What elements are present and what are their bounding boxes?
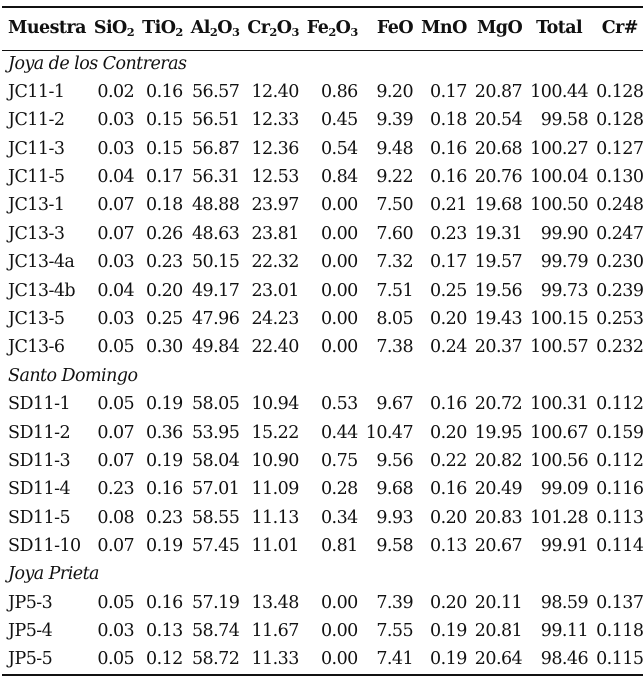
value-cell: 49.84	[191, 337, 240, 358]
value-cell: 0.05	[97, 592, 135, 613]
value-cell: 0.24	[430, 337, 467, 358]
table-header	[2, 7, 643, 50]
table-row	[2, 533, 643, 561]
header-cr2o3: $Cr_2O_3$	[243, 7, 302, 50]
value-cell: 0.25	[145, 308, 183, 329]
value-cell: 0.230	[596, 252, 643, 273]
sample-id-cell: JC13-1	[8, 195, 65, 216]
value-cell: 56.57	[191, 81, 240, 102]
value-cell: 0.17	[430, 252, 467, 273]
value-cell: 11.67	[251, 621, 299, 642]
header-cr-number: Cr#	[592, 7, 643, 50]
header-mgo: MgO	[471, 7, 526, 50]
value-cell: 0.137	[596, 592, 643, 613]
value-cell: 0.23	[97, 479, 135, 500]
sample-id-cell: JP5-3	[8, 592, 53, 613]
table-row	[2, 447, 643, 475]
value-cell: 0.03	[97, 110, 135, 131]
value-cell: 58.55	[191, 507, 240, 528]
sample-id-cell: JP5-4	[8, 621, 53, 642]
header-sio2: SiO$_2$	[90, 7, 138, 50]
value-cell: 7.32	[376, 252, 414, 273]
value-cell: 7.38	[376, 337, 414, 358]
header-feo: FeO	[362, 7, 417, 50]
value-cell: 0.25	[430, 280, 467, 301]
value-cell: 9.58	[376, 536, 414, 557]
value-cell: 20.82	[474, 450, 523, 471]
value-cell: 48.88	[191, 195, 240, 216]
table-row	[2, 334, 643, 362]
sample-id-cell: SD11-3	[8, 450, 71, 471]
value-cell: 0.45	[320, 110, 358, 131]
table-row	[2, 277, 643, 305]
value-cell: 99.09	[540, 479, 589, 500]
group-header-row	[2, 561, 643, 589]
value-cell: 101.28	[530, 507, 589, 528]
value-cell: 0.16	[145, 479, 183, 500]
table-row	[2, 107, 643, 135]
value-cell: 100.27	[530, 138, 589, 159]
value-cell: 7.60	[376, 223, 414, 244]
value-cell: 19.57	[474, 252, 523, 273]
value-cell: 0.23	[145, 252, 183, 273]
value-cell: 20.54	[474, 110, 523, 131]
value-cell: 0.12	[138, 646, 187, 674]
value-cell: 0.20	[430, 507, 467, 528]
value-cell: 0.00	[320, 308, 358, 329]
value-cell: 0.81	[320, 536, 358, 557]
value-cell: 0.128	[596, 81, 643, 102]
value-cell: 9.39	[376, 110, 414, 131]
value-cell: 9.56	[376, 450, 414, 471]
value-cell: 9.68	[376, 479, 414, 500]
value-cell: 50.15	[191, 252, 240, 273]
value-cell: 57.19	[191, 592, 240, 613]
value-cell: 0.08	[97, 507, 135, 528]
value-cell: 0.13	[430, 536, 467, 557]
value-cell: 0.15	[145, 110, 183, 131]
value-cell: 0.114	[596, 536, 643, 557]
value-cell: 0.159	[596, 422, 643, 443]
value-cell: 0.23	[145, 507, 183, 528]
table-row	[2, 78, 643, 106]
value-cell: 0.112	[596, 450, 643, 471]
value-cell: 11.01	[251, 536, 299, 557]
value-cell: 0.19	[145, 536, 183, 557]
value-cell: 0.18	[430, 110, 467, 131]
value-cell: 10.47	[365, 422, 414, 443]
value-cell: 20.76	[474, 167, 523, 187]
value-cell: 20.64	[471, 646, 526, 674]
value-cell: 0.23	[430, 223, 467, 244]
value-cell: 0.17	[145, 167, 183, 187]
value-cell: 22.32	[251, 252, 299, 273]
sample-id-cell: JC13-6	[8, 337, 65, 358]
value-cell: 58.72	[187, 646, 244, 674]
value-cell: 0.07	[97, 536, 135, 557]
sample-id-cell: SD11-2	[8, 422, 71, 443]
value-cell: 24.23	[251, 308, 299, 329]
value-cell: 0.00	[320, 621, 358, 642]
value-cell: 58.05	[191, 394, 240, 415]
sample-id-cell: SD11-1	[8, 394, 71, 415]
header-mno: MnO	[417, 7, 471, 50]
value-cell: 0.84	[320, 167, 358, 187]
table-row	[2, 135, 643, 163]
value-cell: 0.130	[596, 167, 643, 187]
value-cell: 19.31	[474, 223, 523, 244]
value-cell: 100.50	[530, 195, 589, 216]
header-fe2o3: $Fe_2O_3$	[303, 7, 362, 50]
sample-id-cell: JP5-5	[2, 646, 90, 674]
value-cell: 9.22	[376, 167, 414, 187]
group-header-row	[2, 362, 643, 390]
value-cell: 20.49	[474, 479, 523, 500]
value-cell: 0.05	[90, 646, 138, 674]
value-cell: 98.46	[526, 646, 592, 674]
value-cell: 0.07	[97, 450, 135, 471]
value-cell: 0.118	[596, 621, 643, 642]
value-cell: 99.11	[540, 621, 589, 642]
value-cell: 99.79	[540, 252, 589, 273]
value-cell: 12.36	[251, 138, 299, 159]
value-cell: 56.87	[191, 138, 240, 159]
value-cell: 0.247	[596, 223, 643, 244]
value-cell: 15.22	[251, 422, 299, 443]
value-cell: 0.16	[145, 592, 183, 613]
value-cell: 0.13	[145, 621, 183, 642]
value-cell: 20.67	[474, 536, 523, 557]
sample-id-cell: JC13-5	[8, 308, 65, 329]
value-cell: 7.50	[376, 195, 414, 216]
value-cell: 0.05	[97, 337, 135, 358]
value-cell: 99.90	[540, 223, 589, 244]
value-cell: 0.112	[596, 394, 643, 415]
value-cell: 100.31	[530, 394, 589, 415]
value-cell: 13.48	[251, 592, 299, 613]
sample-id-cell: JC13-4a	[8, 252, 75, 273]
value-cell: 0.20	[430, 308, 467, 329]
value-cell: 0.253	[596, 308, 643, 329]
value-cell: 58.04	[191, 450, 240, 471]
group-name: Joya Prieta	[8, 564, 99, 585]
sample-id-cell: SD11-4	[8, 479, 71, 500]
value-cell: 8.05	[376, 308, 414, 329]
value-cell: 0.03	[97, 308, 135, 329]
value-cell: 0.26	[145, 223, 183, 244]
value-cell: 100.04	[530, 167, 589, 187]
value-cell: 99.58	[540, 110, 589, 131]
group-name: Joya de los Contreras	[8, 53, 187, 74]
value-cell: 9.48	[376, 138, 414, 159]
value-cell: 20.83	[474, 507, 523, 528]
value-cell: 0.19	[417, 646, 471, 674]
value-cell: 0.86	[320, 81, 358, 102]
value-cell: 0.18	[145, 195, 183, 216]
table-row	[2, 646, 643, 674]
header-total: Total	[526, 7, 592, 50]
value-cell: 0.16	[145, 81, 183, 102]
spinel-composition-table	[2, 6, 643, 676]
value-cell: 23.81	[251, 223, 299, 244]
value-cell: 0.19	[430, 621, 467, 642]
sample-id-cell: JC11-1	[8, 81, 65, 102]
value-cell: 19.43	[474, 308, 523, 329]
table-row	[2, 249, 643, 277]
value-cell: 10.90	[251, 450, 299, 471]
value-cell: 0.00	[320, 252, 358, 273]
value-cell: 19.95	[474, 422, 523, 443]
table-row	[2, 220, 643, 248]
value-cell: 0.127	[596, 138, 643, 159]
value-cell: 100.56	[530, 450, 589, 471]
value-cell: 12.40	[251, 81, 299, 102]
value-cell: 57.01	[191, 479, 240, 500]
table-body	[2, 50, 643, 675]
table-row	[2, 391, 643, 419]
value-cell: 0.113	[596, 507, 643, 528]
value-cell: 0.239	[596, 280, 643, 301]
value-cell: 0.232	[596, 337, 643, 358]
value-cell: 0.03	[97, 138, 135, 159]
sample-id-cell: JC11-2	[8, 110, 65, 131]
value-cell: 0.07	[97, 223, 135, 244]
value-cell: 0.116	[596, 479, 643, 500]
value-cell: 0.75	[320, 450, 358, 471]
value-cell: 0.30	[145, 337, 183, 358]
value-cell: 0.16	[430, 394, 467, 415]
table-row	[2, 476, 643, 504]
value-cell: 0.00	[320, 195, 358, 216]
value-cell: 0.115	[592, 646, 643, 674]
value-cell: 0.00	[320, 280, 358, 301]
sample-id-cell: JC11-5	[8, 167, 65, 187]
value-cell: 100.67	[530, 422, 589, 443]
value-cell: 99.73	[540, 280, 589, 301]
table-row	[2, 419, 643, 447]
value-cell: 9.20	[376, 81, 414, 102]
value-cell: 0.22	[430, 450, 467, 471]
group-header-row	[2, 50, 643, 78]
value-cell: 0.00	[320, 592, 358, 613]
value-cell: 0.36	[145, 422, 183, 443]
value-cell: 19.56	[474, 280, 523, 301]
value-cell: 0.03	[97, 621, 135, 642]
sample-id-cell: SD11-5	[8, 507, 71, 528]
value-cell: 0.00	[303, 646, 362, 674]
value-cell: 23.97	[251, 195, 299, 216]
value-cell: 9.67	[376, 394, 414, 415]
table-row	[2, 306, 643, 334]
value-cell: 7.55	[376, 621, 414, 642]
value-cell: 10.94	[251, 394, 299, 415]
value-cell: 47.96	[191, 308, 240, 329]
value-cell: 0.00	[320, 223, 358, 244]
value-cell: 0.21	[430, 195, 467, 216]
value-cell: 53.95	[191, 422, 240, 443]
value-cell: 0.20	[430, 422, 467, 443]
value-cell: 0.28	[320, 479, 358, 500]
value-cell: 0.34	[320, 507, 358, 528]
value-cell: 0.16	[430, 167, 467, 187]
value-cell: 58.74	[191, 621, 240, 642]
value-cell: 0.16	[430, 138, 467, 159]
value-cell: 20.11	[474, 592, 523, 613]
value-cell: 0.16	[430, 479, 467, 500]
value-cell: 98.59	[540, 592, 589, 613]
value-cell: 23.01	[251, 280, 299, 301]
value-cell: 0.128	[596, 110, 643, 131]
sample-id-cell: JC13-3	[8, 223, 65, 244]
value-cell: 12.53	[251, 167, 299, 187]
value-cell: 0.248	[596, 195, 643, 216]
value-cell: 0.04	[97, 167, 135, 187]
value-cell: 0.04	[97, 280, 135, 301]
value-cell: 0.20	[430, 592, 467, 613]
sample-id-cell: JC11-3	[8, 138, 65, 159]
sample-id-cell: SD11-10	[8, 536, 81, 557]
value-cell: 0.00	[320, 337, 358, 358]
value-cell: 0.07	[97, 195, 135, 216]
value-cell: 0.53	[320, 394, 358, 415]
value-cell: 100.15	[530, 308, 589, 329]
value-cell: 0.54	[320, 138, 358, 159]
value-cell: 48.63	[191, 223, 240, 244]
value-cell: 20.37	[474, 337, 523, 358]
table-row	[2, 504, 643, 532]
value-cell: 7.41	[362, 646, 417, 674]
value-cell: 22.40	[251, 337, 299, 358]
value-cell: 7.39	[376, 592, 414, 613]
value-cell: 20.72	[474, 394, 523, 415]
value-cell: 11.13	[251, 507, 299, 528]
table-row	[2, 589, 643, 617]
value-cell: 99.91	[540, 536, 589, 557]
table-row	[2, 164, 643, 192]
value-cell: 0.15	[145, 138, 183, 159]
value-cell: 11.33	[243, 646, 302, 674]
value-cell: 0.05	[97, 394, 135, 415]
value-cell: 20.87	[474, 81, 523, 102]
value-cell: 0.02	[97, 81, 135, 102]
value-cell: 20.68	[474, 138, 523, 159]
value-cell: 20.81	[474, 621, 523, 642]
value-cell: 12.33	[251, 110, 299, 131]
value-cell: 19.68	[474, 195, 523, 216]
value-cell: 0.44	[320, 422, 358, 443]
value-cell: 56.51	[191, 110, 240, 131]
header-tio2: TiO$_2$	[138, 7, 187, 50]
header-sample: Muestra	[2, 7, 90, 50]
value-cell: 49.17	[191, 280, 240, 301]
value-cell: 56.31	[191, 167, 240, 187]
table-row	[2, 192, 643, 220]
value-cell: 100.44	[530, 81, 589, 102]
sample-id-cell: JC13-4b	[8, 280, 76, 301]
value-cell: 0.20	[145, 280, 183, 301]
header-row	[2, 7, 643, 50]
value-cell: 7.51	[376, 280, 414, 301]
value-cell: 9.93	[376, 507, 414, 528]
value-cell: 11.09	[251, 479, 299, 500]
table-row	[2, 618, 643, 646]
value-cell: 0.17	[430, 81, 467, 102]
value-cell: 100.57	[530, 337, 589, 358]
value-cell: 0.07	[97, 422, 135, 443]
value-cell: 0.19	[145, 394, 183, 415]
group-name: Santo Domingo	[8, 365, 138, 386]
value-cell: 0.19	[145, 450, 183, 471]
header-al2o3: $Al_2O_3$	[187, 7, 244, 50]
value-cell: 57.45	[191, 536, 240, 557]
value-cell: 0.03	[97, 252, 135, 273]
